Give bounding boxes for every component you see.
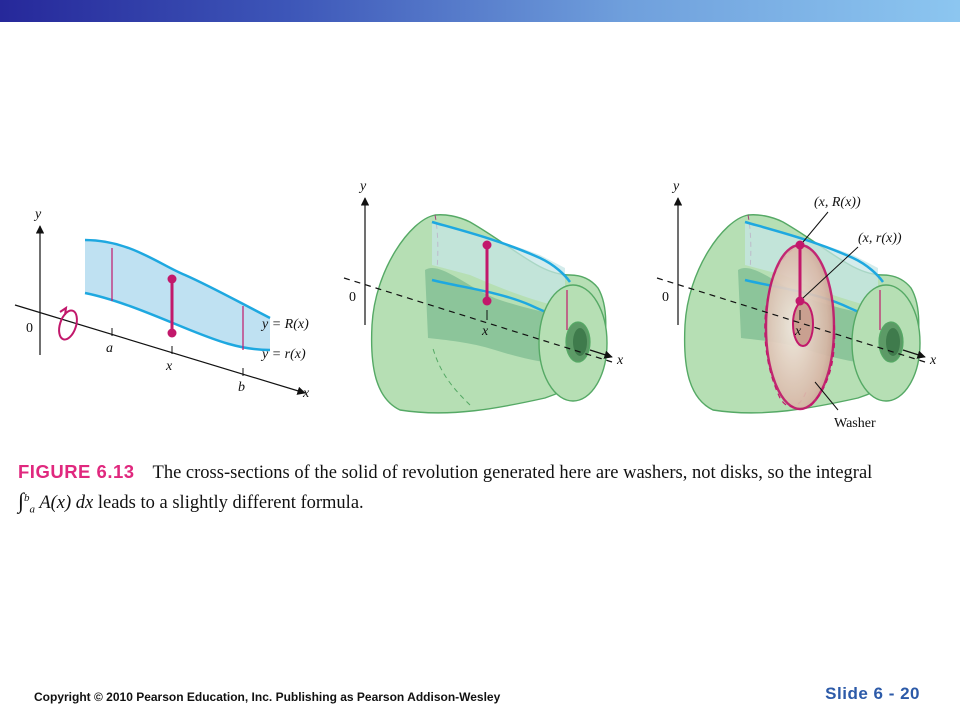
integral-expression: ∫$^b_a$ A(x) dx bbox=[18, 488, 94, 516]
rotation-icon bbox=[56, 308, 80, 342]
panel-2-solid bbox=[372, 215, 607, 413]
p3-x-mark: x bbox=[795, 324, 802, 339]
p3-origin-label: 0 bbox=[662, 290, 669, 305]
caption-text: The cross-sections of the solid of revolution generated here are washers, not disks, so the integral bbox=[152, 463, 873, 483]
p3-y-label: y bbox=[673, 179, 680, 194]
slide-number: Slide 6 - 20 bbox=[825, 684, 920, 703]
p1-r-label: y = r(x) bbox=[262, 347, 306, 362]
p1-origin-label: 0 bbox=[26, 321, 33, 336]
header-gradient-band bbox=[0, 0, 960, 22]
p2-origin-label: 0 bbox=[349, 290, 356, 305]
leader-R bbox=[803, 212, 828, 242]
panel-1-region bbox=[15, 226, 305, 393]
integral-lower: a bbox=[29, 503, 36, 516]
point-r bbox=[168, 329, 177, 338]
figure-caption bbox=[18, 459, 918, 523]
integral-body: A(x) dx bbox=[39, 493, 94, 514]
p3-x-axis-label: x bbox=[930, 353, 937, 368]
figure-6-13 bbox=[0, 160, 960, 450]
footer-copyright: Copyright © 2010 Pearson Education, Inc. Publishing as Pearson Addison-Wesley bbox=[34, 690, 501, 704]
p1-a-label: a bbox=[106, 341, 113, 356]
figure-label: FIGURE 6.13 bbox=[18, 461, 135, 482]
p3-point-r-label: (x, r(x)) bbox=[858, 231, 902, 246]
p1-x-label: x bbox=[166, 359, 173, 374]
p2-x-axis-label: x bbox=[617, 353, 624, 368]
region-shading bbox=[85, 240, 270, 350]
p3-washer-label: Washer bbox=[834, 416, 876, 431]
p2-x-mark: x bbox=[482, 324, 489, 339]
p3-point-R-label: (x, R(x)) bbox=[814, 195, 861, 210]
point-R bbox=[168, 275, 177, 284]
p1-b-label: b bbox=[238, 380, 245, 395]
p2-y-label: y bbox=[360, 179, 367, 194]
integral-upper: b bbox=[24, 492, 30, 504]
p1-x-axis-label: x bbox=[303, 386, 310, 401]
caption-line-2: leads to a slightly different formula. bbox=[97, 493, 364, 514]
p1-y-label: y bbox=[35, 207, 42, 222]
p1-R-label: y = R(x) bbox=[262, 317, 309, 332]
